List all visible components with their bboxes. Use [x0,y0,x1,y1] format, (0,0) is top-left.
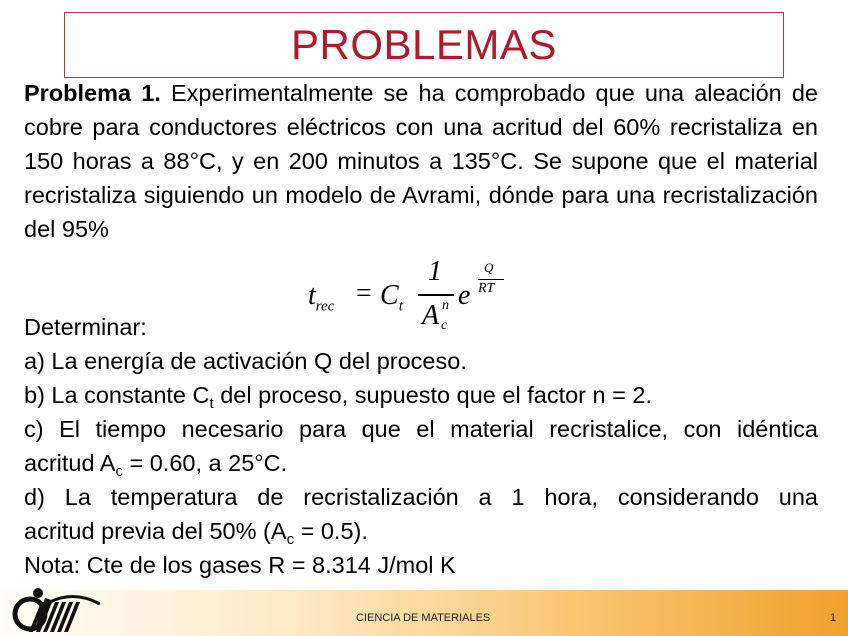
footer-bar [0,590,848,636]
footer-course: CIENCIA DE MATERIALES [356,612,491,624]
formula-denominator: A [422,300,440,331]
determinar-label: Determinar: [24,314,147,340]
item-c-line2: acritud $A_c = 0.60$, a 25°C. [24,450,288,480]
item-d-line1: d) La temperatura de recristalización a 1 hora, considerando una [24,484,818,510]
item-b: b) La constante $C_t$ del proceso, supuesto que el factor n = 2. [24,382,652,412]
item-a: a) La energía de activación Q del proceso. [24,348,467,374]
formula-equals: = [356,278,372,309]
formula-exp-num: Q [484,260,494,275]
formula-fraction-bar [418,294,454,296]
formula-den-sup: n [442,298,449,313]
formula-exp-den: RT [478,281,495,296]
formula-lhs: $t_{rec}$ [308,280,335,315]
formula-constant: $C_t$ [380,280,403,315]
slide-title: PROBLEMAS [291,21,557,68]
title-box [64,12,784,78]
item-d-line2: acritud previa del 50% $(A_c = 0.5)$. [24,518,368,548]
page-number: 1 [830,612,837,624]
university-logo-icon [4,580,100,636]
formula-den-sub: c [441,318,448,333]
formula-exp-bar [478,279,504,280]
problem-statement [24,76,818,246]
nota: Nota: Cte de los gases R = 8.314 J/mol K [24,552,456,578]
problem-text: Experimentalmente se ha comprobado que una aleación de cobre para conductores eléctricos con una acritud del 60% recristaliza en 150 horas a 88°C, y en 200 minutos a 135°C. Se supone que el material recristaliza siguiendo un modelo de Avrami, dónde para una recristalización del 95% [24,80,819,242]
problem-label: Problema 1. [24,80,161,106]
formula-numerator: 1 [428,256,442,287]
question-list [24,310,818,582]
formula-exp-base: e [458,280,471,311]
item-c-line1: c) El tiempo necesario para que el material recristalice, con idéntica [24,416,818,442]
